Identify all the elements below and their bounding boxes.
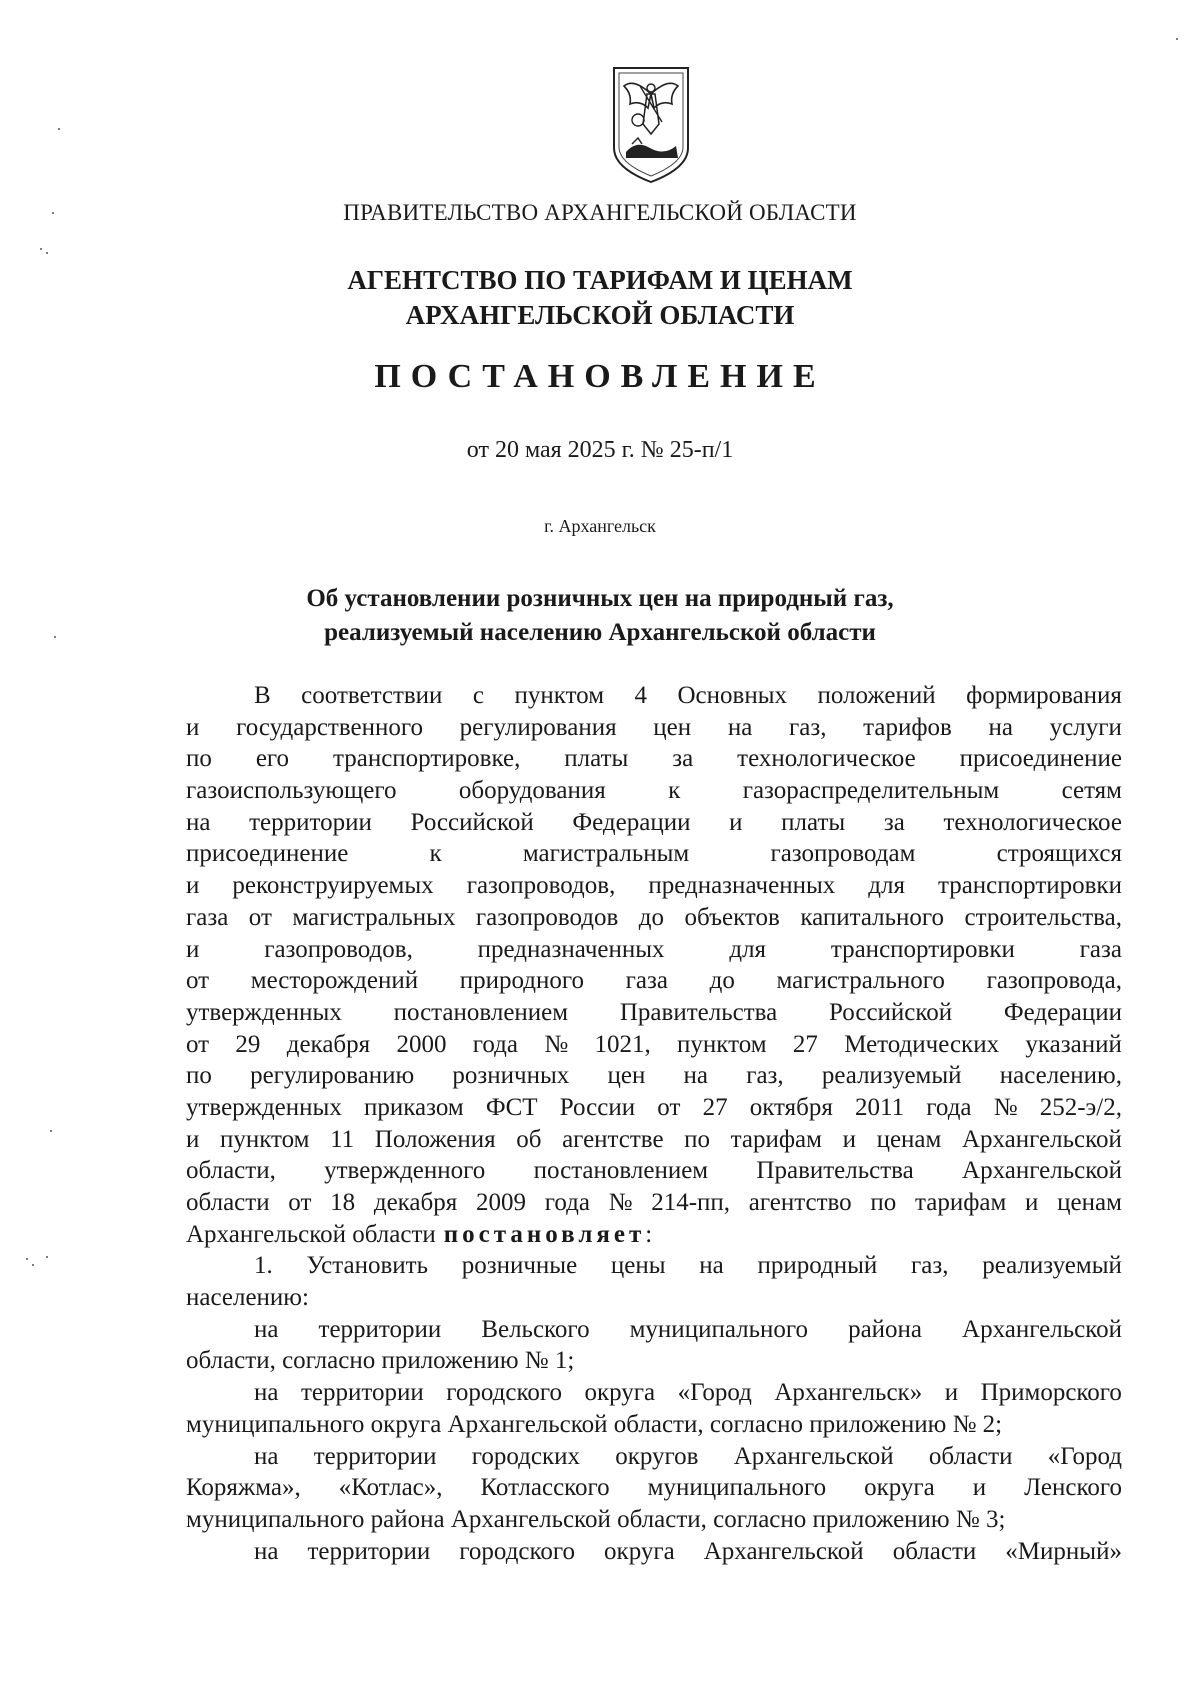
area1-line1: [186, 1314, 1122, 1346]
word: Архангельской: [962, 1315, 1122, 1343]
word: тарифам: [915, 1189, 1007, 1216]
word: 29: [235, 1030, 261, 1058]
body-line: [186, 1060, 1122, 1092]
word: Архангельской: [703, 1537, 864, 1565]
body-line: [186, 1092, 1122, 1124]
word: городского: [446, 1379, 562, 1407]
word: агентство: [748, 1189, 852, 1216]
word: на: [254, 1315, 279, 1343]
word: Федерации: [1003, 998, 1122, 1026]
word: газопровода,: [986, 967, 1122, 995]
word: Методических: [844, 1030, 1000, 1058]
word: муниципального: [629, 1315, 809, 1343]
word: 27: [702, 1093, 728, 1121]
word: Архангельской: [961, 1125, 1122, 1153]
document-type: ПОСТАНОВЛЕНИЕ: [374, 358, 826, 395]
word: пунктом: [514, 682, 605, 709]
word: природного: [459, 967, 585, 995]
body-line: [186, 1187, 1122, 1219]
word: с: [472, 682, 485, 709]
word: от: [186, 1030, 210, 1058]
agency-name-line2: АРХАНГЕЛЬСКОЙ ОБЛАСТИ: [405, 300, 795, 330]
word: газ,: [746, 1062, 784, 1090]
word: сетям: [1061, 777, 1122, 805]
subject-line1: Об установлении розничных цен на природный газ,: [306, 585, 894, 612]
word: 11: [330, 1125, 355, 1153]
word: и: [842, 1125, 856, 1153]
word: Архангельск»: [774, 1379, 923, 1407]
decides-word: постановляет: [443, 1220, 646, 1248]
word: Установить: [306, 1252, 428, 1280]
word: ФСТ: [485, 1093, 538, 1121]
word: декабря: [373, 1189, 458, 1216]
word: утвержденных: [186, 1093, 342, 1121]
word: постановлением: [393, 998, 569, 1026]
word: области: [892, 1537, 977, 1565]
word: Коряжма»,: [186, 1474, 301, 1502]
word: регулирования: [459, 713, 617, 741]
area1-line2: [186, 1345, 1122, 1377]
word: тарифов: [863, 713, 952, 741]
body-line: [186, 1155, 1122, 1187]
word: Вельского: [481, 1315, 590, 1343]
area3-line3-text: муниципального района Архангельской области, согласно приложению № 3;: [186, 1505, 1006, 1533]
body-line: [186, 1029, 1122, 1061]
body-line: [186, 902, 1122, 934]
word: и: [972, 1474, 987, 1502]
item1-line2-text: населению:: [186, 1284, 309, 1312]
word: территории: [249, 808, 372, 836]
word: 214-пп,: [651, 1189, 731, 1216]
agency-name: [0, 263, 1200, 333]
word: транспортировке,: [333, 745, 521, 773]
area3-line1: [186, 1441, 1122, 1473]
word: №: [993, 1093, 1018, 1121]
word: ценам: [1057, 1189, 1122, 1216]
scan-speck: [32, 1264, 34, 1266]
word: за: [672, 745, 694, 773]
word: Российской: [828, 998, 953, 1026]
scan-speck: [58, 128, 60, 130]
word: до: [638, 903, 665, 931]
word: магистрального: [776, 967, 945, 995]
word: Правительства: [756, 1157, 914, 1185]
word: Ленского: [1024, 1474, 1122, 1502]
scan-speck: [1176, 38, 1178, 40]
word: на: [254, 1537, 279, 1565]
word: октября: [749, 1093, 833, 1121]
word: присоединение: [186, 840, 349, 868]
area3-line2: [186, 1472, 1122, 1504]
item1-line1: [186, 1250, 1122, 1282]
word: месторождений: [250, 967, 419, 995]
area1-line2-text: области, согласно приложению № 1;: [186, 1347, 575, 1375]
document-body: [186, 680, 1122, 1567]
word: постановлением: [533, 1157, 709, 1185]
word: регулированию: [250, 1062, 415, 1090]
word: муниципального: [647, 1474, 827, 1502]
body-line: [186, 997, 1122, 1029]
word: услуги: [1049, 713, 1122, 741]
word: области,: [186, 1157, 276, 1185]
word: платы: [781, 808, 846, 836]
word: предназначенных: [648, 872, 836, 900]
word: Котласского: [480, 1474, 610, 1502]
word: транспортировки: [937, 872, 1122, 900]
word: Российской: [410, 808, 534, 836]
word: оборудования: [458, 777, 606, 805]
area4-line1: [186, 1536, 1122, 1568]
subject-line2: реализуемый населению Архангельской области: [324, 619, 876, 646]
word: технологическое: [943, 808, 1122, 836]
word: 2011: [855, 1093, 905, 1121]
word: Правительства: [619, 998, 778, 1026]
word: цен: [653, 713, 692, 741]
word: «Город: [677, 1379, 752, 1407]
word: розничных: [452, 1062, 570, 1090]
word: предназначенных: [477, 935, 665, 963]
word: России: [559, 1093, 636, 1121]
word: транспортировки: [830, 935, 1015, 963]
word: по: [870, 1189, 897, 1216]
word: городского: [459, 1537, 576, 1565]
word: цен: [607, 1062, 646, 1090]
word: 18: [330, 1189, 356, 1216]
word: Архангельской: [962, 1157, 1122, 1185]
word: формирования: [966, 682, 1122, 709]
word: на: [699, 1252, 724, 1280]
word: и: [729, 808, 743, 836]
word: В: [254, 682, 271, 709]
word: территории: [313, 1442, 437, 1470]
word: округа: [864, 1474, 935, 1502]
word: городских: [471, 1442, 580, 1470]
word: газопроводам: [770, 840, 916, 868]
word: территории: [318, 1315, 442, 1343]
body-line: [186, 680, 1122, 712]
word: и: [1025, 1189, 1039, 1216]
body-line: [186, 743, 1122, 775]
word: от: [288, 1189, 312, 1216]
word: 2000: [396, 1030, 447, 1058]
word: декабря: [286, 1030, 371, 1058]
city: г. Архангельск: [544, 516, 656, 536]
body-line: [186, 870, 1122, 902]
word: за: [883, 808, 905, 836]
word: об: [516, 1125, 542, 1153]
word: розничные: [461, 1252, 578, 1280]
word: газ,: [788, 713, 827, 741]
word: на: [727, 713, 753, 741]
word: округа: [604, 1537, 675, 1565]
word: указаний: [1025, 1030, 1122, 1058]
word: округа: [584, 1379, 656, 1407]
word: года: [926, 1093, 972, 1121]
word: на: [988, 713, 1013, 741]
word: на: [186, 808, 211, 836]
decides-suffix: :: [645, 1220, 653, 1248]
word: утвержденных: [186, 998, 342, 1026]
word: магистральным: [522, 840, 690, 868]
area2-line1: [186, 1377, 1122, 1409]
body-line: [186, 965, 1122, 997]
word: Архангельской: [733, 1442, 894, 1470]
word: для: [729, 935, 767, 963]
item1-line2: [186, 1282, 1122, 1314]
word: газопроводов: [475, 903, 619, 931]
word: 27: [792, 1030, 818, 1058]
word: положений: [817, 682, 936, 709]
word: на: [683, 1062, 708, 1090]
word: и: [186, 872, 200, 900]
decides-prefix: Архангельской области: [186, 1220, 436, 1248]
word: области: [928, 1442, 1013, 1470]
word: газа: [625, 967, 668, 995]
word: и: [186, 935, 200, 963]
word: строительства,: [964, 903, 1122, 931]
word: реализуемый: [982, 1252, 1122, 1280]
word: газа: [1079, 935, 1122, 963]
word: приказом: [364, 1093, 464, 1121]
word: реконструируемых: [232, 872, 434, 900]
word: 252-э/2,: [1039, 1093, 1122, 1121]
word: для: [868, 872, 905, 900]
word: Основных: [677, 682, 788, 709]
word: его: [255, 745, 290, 773]
word: населению,: [999, 1062, 1122, 1090]
body-line: [186, 712, 1122, 744]
word: Положения: [374, 1125, 496, 1153]
word: платы: [564, 745, 629, 773]
word: на: [254, 1442, 279, 1470]
word: газопроводов,: [466, 872, 616, 900]
word: тарифам: [730, 1125, 822, 1153]
word: реализуемый: [821, 1062, 962, 1090]
word: ценам: [876, 1125, 942, 1153]
word: года: [544, 1189, 590, 1216]
document-subject: [0, 582, 1200, 650]
word: по: [684, 1125, 711, 1153]
body-line: [186, 807, 1122, 839]
area2-line2-text: муниципального округа Архангельской области, согласно приложению № 2;: [186, 1410, 1003, 1438]
word: области: [186, 1189, 270, 1216]
word: соответствии: [301, 682, 443, 709]
word: по: [186, 745, 212, 773]
word: и: [186, 1125, 200, 1153]
word: Приморского: [980, 1379, 1122, 1407]
word: газопроводов,: [264, 935, 413, 963]
scan-speck: [54, 636, 56, 638]
word: магистральных: [292, 903, 456, 931]
word: 1.: [254, 1252, 273, 1280]
word: государственного: [236, 713, 423, 741]
scan-speck: [40, 248, 42, 250]
word: «Котлас»,: [338, 1474, 443, 1502]
word: и: [944, 1379, 959, 1407]
word: от: [248, 903, 272, 931]
word: 2009: [475, 1189, 526, 1216]
word: территории: [300, 1379, 424, 1407]
word: присоединение: [959, 745, 1122, 773]
scan-speck: [46, 252, 48, 254]
coat-of-arms-icon: [610, 64, 692, 186]
area3-line3: [186, 1504, 1122, 1536]
word: к: [429, 840, 442, 868]
word: газа: [186, 903, 229, 931]
word: 4: [634, 682, 648, 709]
word: Федерации: [572, 808, 691, 836]
word: от: [657, 1093, 681, 1121]
word: объектов: [684, 903, 780, 931]
word: и: [186, 713, 200, 741]
word: агентстве: [562, 1125, 664, 1153]
agency-name-line1: АГЕНТСТВО ПО ТАРИФАМ И ЦЕНАМ: [347, 265, 853, 295]
word: района: [848, 1315, 923, 1343]
word: к: [668, 777, 681, 805]
body-line: [186, 775, 1122, 807]
government-name: ПРАВИТЕЛЬСТВО АРХАНГЕЛЬСКОЙ ОБЛАСТИ: [343, 200, 857, 225]
body-line: [186, 838, 1122, 870]
word: природный: [757, 1252, 878, 1280]
word: на: [254, 1379, 279, 1407]
word: утвержденного: [324, 1157, 486, 1185]
word: капитального: [800, 903, 945, 931]
word: 1021,: [594, 1030, 651, 1058]
word: «Мирный»: [1005, 1537, 1122, 1565]
word: строящихся: [996, 840, 1122, 868]
area2-line2: [186, 1409, 1122, 1441]
body-line: [186, 934, 1122, 966]
scan-speck: [52, 212, 54, 214]
word: пунктом: [677, 1030, 767, 1058]
word: цены: [610, 1252, 666, 1280]
word: по: [186, 1062, 212, 1090]
date-and-number: от 20 мая 2025 г. № 25-п/1: [466, 437, 734, 463]
word: «Город: [1047, 1442, 1122, 1470]
word: территории: [307, 1537, 431, 1565]
word: года: [472, 1030, 518, 1058]
scan-speck: [50, 1130, 52, 1132]
word: №: [608, 1189, 633, 1216]
decides-line: [186, 1219, 1122, 1251]
preamble: [186, 680, 1122, 1219]
word: газораспределительным: [742, 777, 1000, 805]
word: технологическое: [737, 745, 916, 773]
word: газоиспользующего: [186, 777, 397, 805]
scan-speck: [26, 1258, 28, 1260]
word: до: [709, 967, 735, 995]
word: пунктом: [219, 1125, 310, 1153]
word: округов: [615, 1442, 699, 1470]
word: от: [186, 967, 210, 995]
scan-speck: [46, 1256, 48, 1258]
word: №: [544, 1030, 569, 1058]
word: газ,: [911, 1252, 949, 1280]
body-line: [186, 1124, 1122, 1156]
